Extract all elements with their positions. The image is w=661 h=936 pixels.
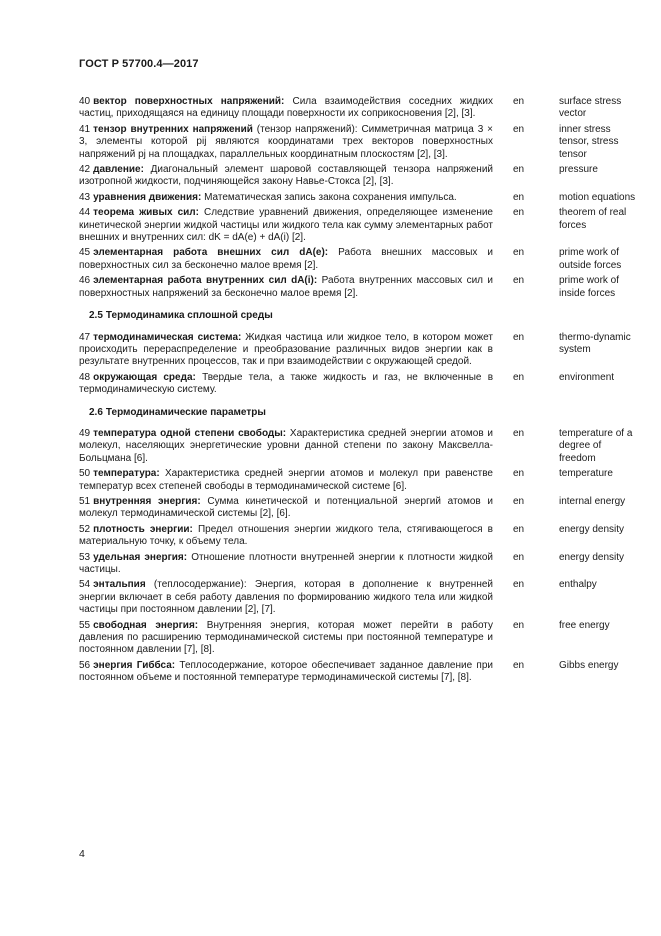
term-definition: 45 элементарная работа внешних сил dA(e): Работа внешних массовых и поверхностных сил за бесконечно малое время [2]. xyxy=(79,247,493,271)
term-name: температура одной степени свободы: xyxy=(93,427,287,439)
term-lang: en xyxy=(513,523,525,535)
term-definition: 46 элементарная работа внутренних сил dA(i): Работа внутренних массовых сил и поверхностных напряжений за бесконечно малое время [2]. xyxy=(79,275,494,299)
term-entry xyxy=(79,428,639,465)
term-definition: 47 термодинамическая система: Жидкая частица или жидкое тело, в котором может происходить перераспределение и преобразование различных видов энергии как в результате внутренних процессов, так и при взаимодействии с окружающей средой. xyxy=(79,331,493,368)
term-lang: en xyxy=(513,427,525,439)
term-definition: 50 температура: Характеристика средней энергии атомов и молекул при равенстве температур всех степеней свободы в термодинамической системе [6]. xyxy=(79,468,493,492)
section-heading: 2.6 Термодинамические параметры xyxy=(89,406,266,418)
term-english: free energy xyxy=(559,619,610,631)
term-lang: en xyxy=(513,579,525,591)
terms-content xyxy=(79,96,639,688)
term-english: theorem of real forces xyxy=(559,207,627,231)
document-code: ГОСТ Р 57700.4—2017 xyxy=(79,58,199,70)
term-lang: en xyxy=(513,495,525,507)
term-entry xyxy=(79,552,639,577)
term-definition: 51 внутренняя энергия: Сумма кинетической и потенциальной энергий атомов и молекул термодинамической системы [2], [6]. xyxy=(79,495,493,520)
term-name: теорема живых сил: xyxy=(93,207,199,219)
term-lang: en xyxy=(513,331,525,343)
term-definition: 49 температура одной степени свободы: Характеристика средней энергии атомов и молекул, населяющих энергетические уровни данной степени по закону Максвелла-Больцмана [6]. xyxy=(79,427,493,464)
term-entry xyxy=(79,124,639,161)
section-heading: 2.5 Термодинамика сплошной среды xyxy=(89,310,273,322)
term-name: энергия Гиббса: xyxy=(93,659,176,671)
term-entry xyxy=(79,96,639,121)
term-definition: 40 вектор поверхностных напряжений: Сила взаимодействия соседних жидких частиц, приходящаяся на единицу площади поверхности их соприкосновения [2], [3]. xyxy=(79,96,494,120)
term-definition: 56 энергия Гиббса: Теплосодержание, которое обеспечивает заданное давление при постоянном объеме и постоянной температуре термодинамической системы [7], [8]. xyxy=(79,659,493,684)
term-english: motion equations xyxy=(559,191,636,203)
term-lang: en xyxy=(513,207,525,219)
term-english: pressure xyxy=(559,164,598,176)
term-name: уравнения движения: xyxy=(93,191,202,203)
term-name: термодинамическая система: xyxy=(93,331,242,343)
term-name: энтальпия xyxy=(93,579,146,591)
term-entry xyxy=(79,372,639,397)
term-entry xyxy=(79,468,639,493)
term-lang: en xyxy=(513,371,525,383)
term-name: давление: xyxy=(93,164,144,176)
term-entry xyxy=(79,192,639,204)
term-english: temperature of a degree of freedom xyxy=(559,427,633,464)
term-english: prime work of inside forces xyxy=(559,275,620,299)
term-lang: en xyxy=(513,659,525,671)
term-english: Gibbs energy xyxy=(559,659,619,671)
term-entry xyxy=(79,524,639,549)
term-entry xyxy=(79,164,639,189)
term-lang: en xyxy=(513,191,525,203)
term-definition: 48 окружающая среда: Твердые тела, а также жидкость и газ, не включенные в термодинамическую систему. xyxy=(79,371,494,396)
term-english: environment xyxy=(559,371,615,383)
term-definition: 54 энтальпия (теплосодержание): Энергия, которая в дополнение к внутренней энергии включает в себя работу давления по формированию жидкого тела или жидкой частицы при постоянном давлении [2], [7]. xyxy=(79,579,493,616)
term-english: enthalpy xyxy=(559,579,597,591)
term-name: температура: xyxy=(93,468,160,480)
term-name: внутренняя энергия: xyxy=(93,495,201,507)
term-lang: en xyxy=(513,619,525,631)
term-definition: 43 уравнения движения: Математическая запись закона сохранения импульса. xyxy=(79,191,457,203)
term-entry xyxy=(79,496,639,521)
term-name: тензор внутренних напряжений xyxy=(93,123,253,135)
term-lang: en xyxy=(513,247,525,259)
term-entry xyxy=(79,247,639,272)
term-lang: en xyxy=(513,275,525,287)
term-entry xyxy=(79,620,639,657)
term-definition: 55 свободная энергия: Внутренняя энергия, которая может перейти в работу давления по расширению термодинамической системы при постоянной температуре и постоянном давлении [7], [8]. xyxy=(79,619,493,656)
term-english: thermo-dynamic system xyxy=(559,331,631,355)
term-english: inner stress tensor, stress tensor xyxy=(559,123,619,160)
term-lang: en xyxy=(513,123,525,135)
term-english: temperature xyxy=(559,468,613,480)
term-name: элементарная работа внешних сил dA(e): xyxy=(93,247,329,259)
term-entry xyxy=(79,579,639,616)
term-name: окружающая среда: xyxy=(93,371,196,383)
term-name: вектор поверхностных напряжений: xyxy=(93,96,285,107)
term-english: internal energy xyxy=(559,495,626,507)
term-entry xyxy=(79,660,639,685)
term-definition: 53 удельная энергия: Отношение плотности внутренней энергии к плотности жидкой частицы. xyxy=(79,551,493,575)
term-definition: 52 плотность энергии: Предел отношения энергии жидкого тела, стягивающегося в материальную точку, к объему тела. xyxy=(79,523,493,548)
term-english: surface stress vector xyxy=(559,96,622,120)
term-definition: 42 давление: Диагональный элемент шаровой составляющей тензора напряжений изотропной жидкости, подчиняющейся закону Навье-Стокса [2], [3]. xyxy=(79,164,493,188)
term-english: energy density xyxy=(559,551,625,563)
term-definition: 41 тензор внутренних напряжений (тензор напряжений): Симметричная матрица 3 × 3, элементы которой pij являются координатами трех векторов поверхностных напряжений pj на площадках, параллельных координатным плоскостям [2], [3]. xyxy=(79,123,493,160)
term-definition: 44 теорема живых сил: Следствие уравнений движения, определяющее изменение кинетической энергии жидкой частицы или жидкого тела как сумму элементарных работ внешних и внутренних сил: dK = dA(e) + dA(i) [2]. xyxy=(79,207,493,244)
term-lang: en xyxy=(513,164,525,176)
term-entry xyxy=(79,332,639,369)
term-name: удельная энергия: xyxy=(93,551,188,563)
page-number: 4 xyxy=(79,848,85,860)
term-english: energy density xyxy=(559,523,625,535)
term-entry xyxy=(79,207,639,244)
term-entry xyxy=(79,275,639,300)
term-lang: en xyxy=(513,551,525,563)
term-name: элементарная работа внутренних сил dA(i): xyxy=(93,275,318,287)
term-name: свободная энергия: xyxy=(93,619,199,631)
term-name: плотность энергии: xyxy=(93,523,193,535)
term-lang: en xyxy=(513,468,525,480)
term-lang: en xyxy=(513,96,525,107)
term-english: prime work of outside forces xyxy=(559,247,622,271)
